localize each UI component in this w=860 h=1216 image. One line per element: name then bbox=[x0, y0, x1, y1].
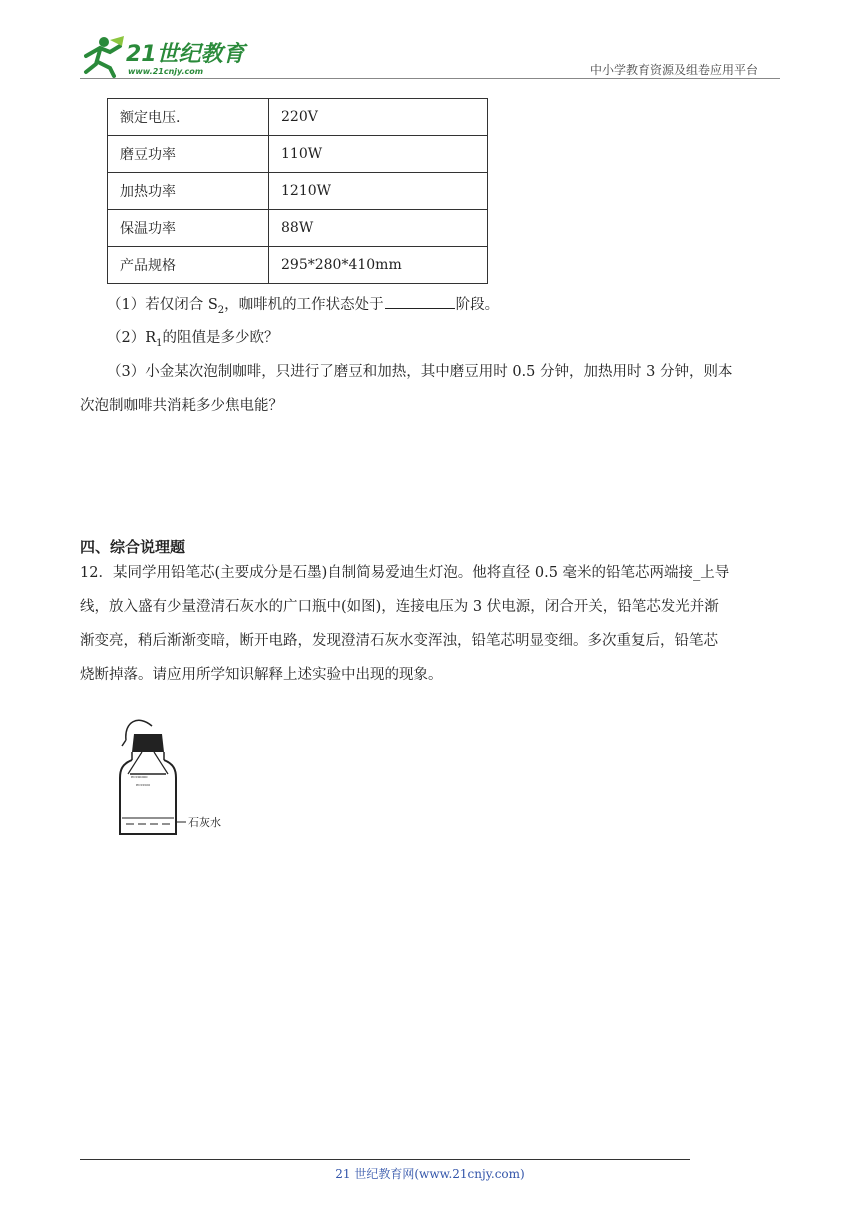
bottle-figure bbox=[112, 712, 242, 842]
header-platform-text: 中小学教育资源及组卷应用平台 bbox=[590, 63, 759, 77]
q2-prefix: （2）R bbox=[107, 330, 157, 346]
table-cell-value: 110W bbox=[269, 136, 488, 173]
problem-12-line-4: 烧断掉落。请应用所学知识解释上述实验中出现的现象。 bbox=[80, 667, 443, 683]
q1-prefix: （1）若仅闭合 S bbox=[107, 297, 218, 313]
problem-12-line-2: 线，放入盛有少量澄清石灰水的广口瓶中(如图)，连接电压为 3 伏电源，闭合开关，铅笔芯发光并渐 bbox=[80, 599, 719, 615]
table-row bbox=[108, 136, 488, 173]
table-cell-label: 保温功率 bbox=[108, 210, 269, 247]
q1-mid: ，咖啡机的工作状态处于 bbox=[224, 297, 384, 313]
q1-subscript: 2 bbox=[217, 304, 225, 316]
header-divider bbox=[80, 78, 780, 79]
table-cell-label: 产品规格 bbox=[108, 247, 269, 284]
table-row bbox=[108, 99, 488, 136]
svg-text:eccoooo: eccoooo bbox=[131, 774, 148, 779]
table-row bbox=[108, 247, 488, 284]
problem-12-line-1: 12．某同学用铅笔芯(主要成分是石墨)自制简易爱迪生灯泡。他将直径 0.5 毫米的铅笔芯两端接_上导 bbox=[80, 565, 730, 581]
footer-divider bbox=[80, 1159, 690, 1160]
svg-text:ecccoo: ecccoo bbox=[136, 782, 150, 787]
q2-suffix: 的阻值是多少欧？ bbox=[162, 330, 279, 346]
table-cell-label: 加热功率 bbox=[108, 173, 269, 210]
table-row bbox=[108, 173, 488, 210]
question-3-line-2: 次泡制咖啡共消耗多少焦电能？ bbox=[80, 398, 283, 414]
question-1 bbox=[107, 294, 499, 321]
q1-suffix: 阶段。 bbox=[455, 297, 500, 313]
table-cell-label: 磨豆功率 bbox=[108, 136, 269, 173]
q2-subscript: 1 bbox=[156, 337, 163, 349]
table-cell-value: 220V bbox=[269, 99, 488, 136]
site-logo bbox=[80, 34, 250, 80]
svg-text:www.21cnjy.com: www.21cnjy.com bbox=[128, 67, 204, 76]
question-2 bbox=[107, 328, 279, 354]
question-3-line-1: （3）小金某次泡制咖啡，只进行了磨豆和加热，其中磨豆用时 0.5 分钟，加热用时 3 分钟，则本 bbox=[107, 364, 733, 380]
table-cell-value: 88W bbox=[269, 210, 488, 247]
section-title: 四、综合说理题 bbox=[80, 538, 186, 556]
table-cell-value: 1210W bbox=[269, 173, 488, 210]
table-cell-label: 额定电压. bbox=[108, 99, 269, 136]
footer-link[interactable]: 21 世纪教育网(www.21cnjy.com) bbox=[335, 1167, 525, 1181]
answer-blank[interactable] bbox=[385, 294, 455, 309]
spec-table bbox=[107, 98, 488, 284]
table-row bbox=[108, 210, 488, 247]
figure-label: 石灰水 bbox=[188, 816, 221, 829]
problem-12-line-3: 渐变亮，稍后渐渐变暗，断开电路，发现澄清石灰水变浑浊，铅笔芯明显变细。多次重复后，铅笔芯 bbox=[80, 633, 718, 649]
svg-text:21世纪教育: 21世纪教育 bbox=[126, 42, 245, 67]
table-cell-value: 295*280*410mm bbox=[269, 247, 488, 284]
